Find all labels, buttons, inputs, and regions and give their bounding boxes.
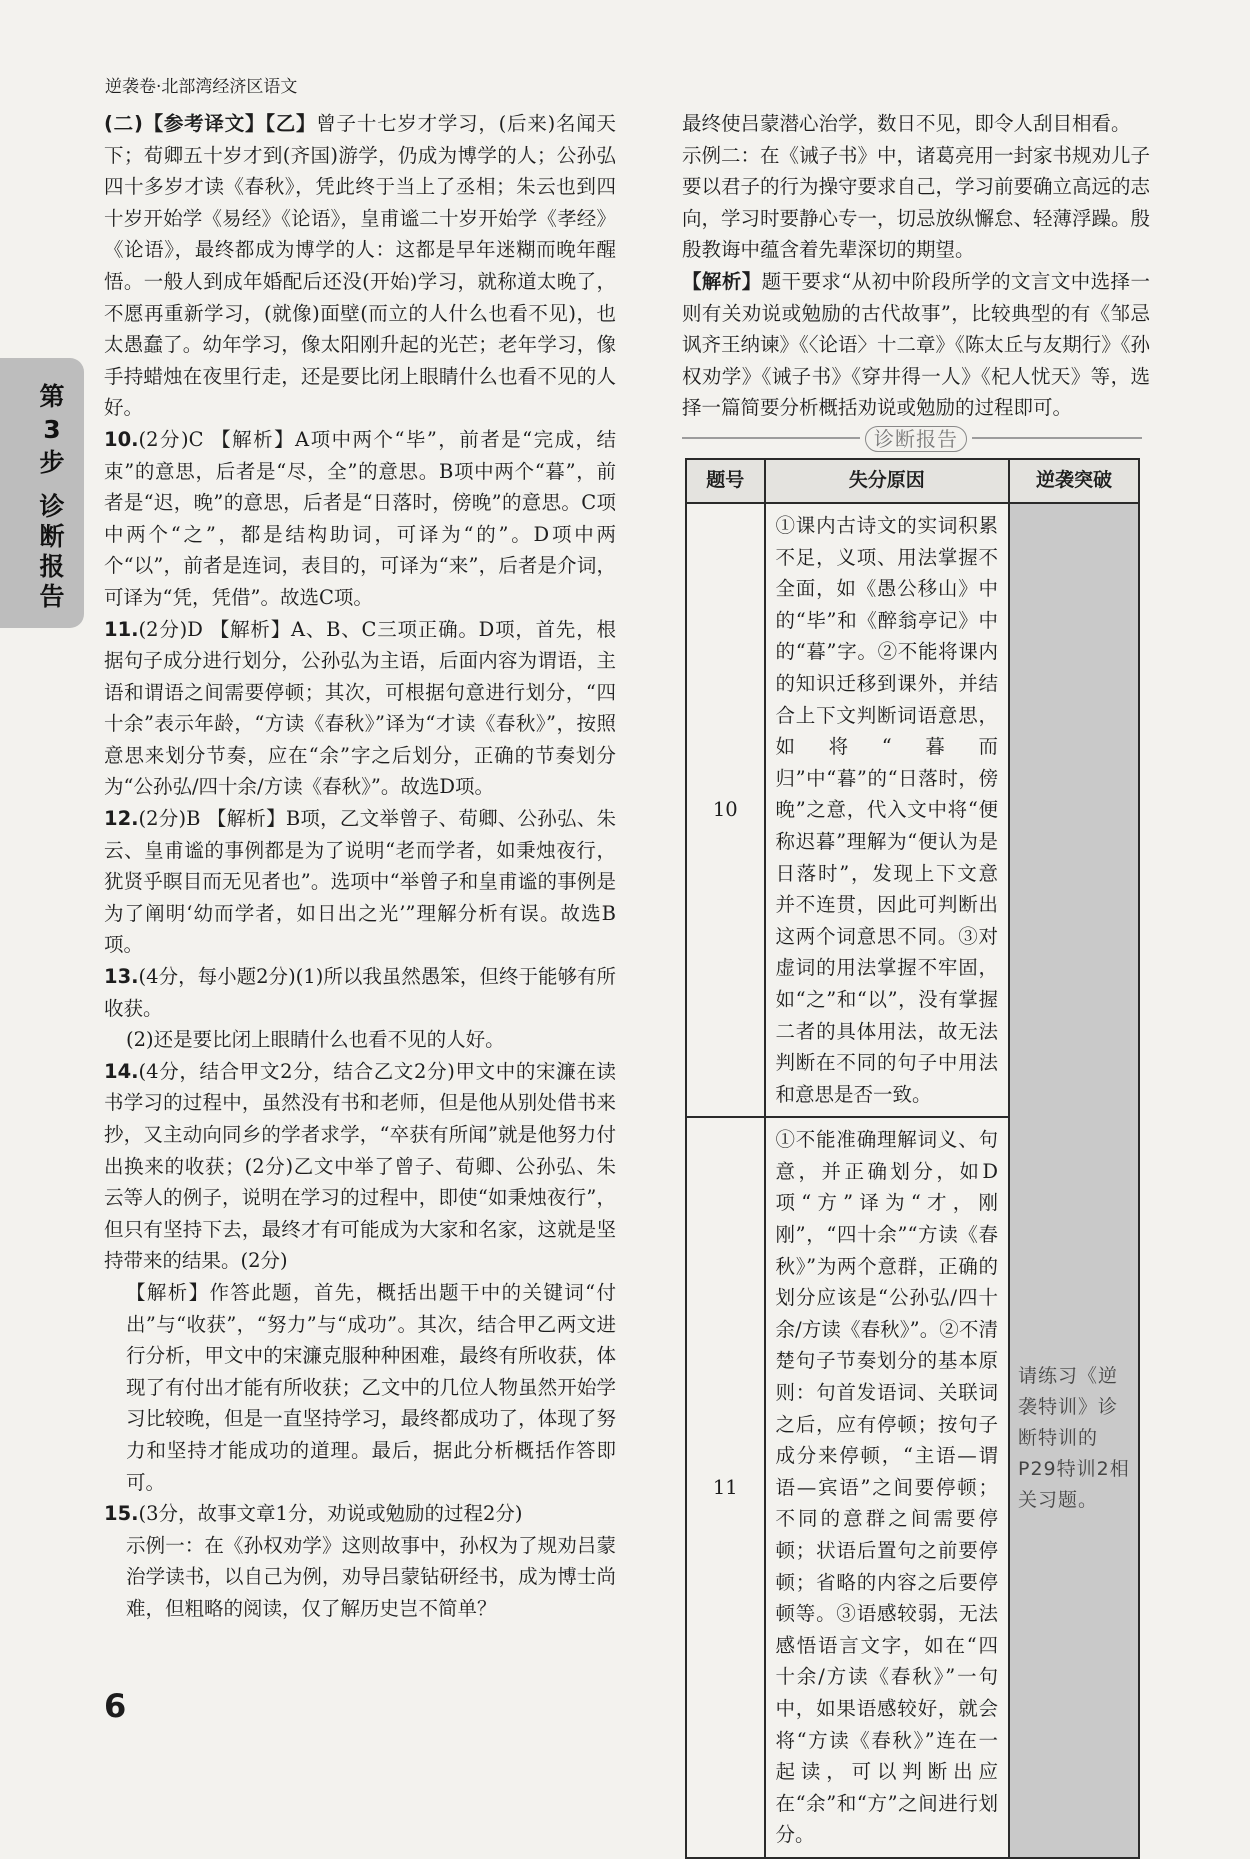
right-column bbox=[682, 108, 1150, 424]
left-column bbox=[104, 108, 616, 1625]
analysis-text: 题干要求“从初中阶段所学的文言文中选择一则有关劝说或勉励的古代故事”，比较典型的有《邹忌讽齐王纳谏》《〈论语〉十二章》《陈太丘与友期行》《孙权劝学》《诫子书》《穿井得一人》《杞人忧天》等，选择一篇简要分析概括劝说或勉励的过程即可。 bbox=[682, 269, 1151, 420]
diagnosis-table bbox=[685, 458, 1140, 1859]
loss-reason: ①不能准确理解词义、句意，并正确划分，如D项“方”译为“才，刚刚”，“四十余”“方读《春秋》”为两个意群，正确的划分应该是“公孙弘/四十余/方读《春秋》”。②不清楚句子节奏划分的基本原则：句首发语词、关联词之后，应有停顿；按句子成分来停顿，“主语—谓语—宾语”之间要停顿；不同的意群之间需要停顿；状语后置句之前要停顿；省略的内容之后要停顿等。③语感较弱，无法感悟语言文字，如在“四十余/方读《春秋》”一句中，如果语感较好，就会将“方读《春秋》”连在一起读，可以判断出应在“余”和“方”之间进行划分。 bbox=[765, 1117, 1010, 1858]
diagnosis-report-heading bbox=[682, 423, 1142, 453]
answer-10 bbox=[104, 424, 616, 614]
breakthrough-text: 请练习《逆袭特训》诊断特训的P29特训2相关习题。 bbox=[1018, 1364, 1130, 1511]
running-header: 逆袭卷·北部湾经济区语文 bbox=[105, 77, 298, 97]
answer-13-sub: (2)还是要比闭上眼睛什么也看不见的人好。 bbox=[126, 1028, 505, 1052]
answer-number: 10. bbox=[104, 427, 139, 451]
answer-number: 15. bbox=[104, 1502, 139, 1526]
header-reason: 失分原因 bbox=[765, 459, 1010, 503]
loss-reason: ①课内古诗文的实词积累不足，义项、用法掌握不全面，如《愚公移山》中的“毕”和《醉翁亭记》中的“暮”字。②不能将课内的知识迁移到课外，并结合上下文判断词语意思，如将“暮而归”中“暮”的“日落时，傍晚”之意，代入文中将“便称迟暮”理解为“便认为是日落时”，发现上下文意并不连贯，因此可判断出这两个词意思不同。③对虚词的用法掌握不牢固，如“之”和“以”，没有掌握二者的具体用法，故无法判断在不同的句子中用法和意思是否一致。 bbox=[765, 503, 1010, 1117]
question-number: 10 bbox=[686, 503, 765, 1117]
side-step-label: 第3步 bbox=[39, 382, 65, 477]
example1-continued: 最终使吕蒙潜心治学，数日不见，即令人刮目相看。 bbox=[682, 112, 1131, 135]
answer-number: 14. bbox=[104, 1059, 139, 1083]
answer-text: (4分，每小题2分)(1)所以我虽然愚笨，但终于能够有所收获。 bbox=[104, 965, 616, 1020]
answer-14-analysis: 【解析】作答此题，首先，概括出题干中的关键词“付出”与“收获”，“努力”与“成功”。其次，结合甲乙两文进行分析，甲文中的宋濂克服种种困难，最终有所收获，体现了有付出才能有所收获；乙文中的几位人物虽然开始学习比较晚，但是一直坚持学习，最终都成功了，体现了努力和坚持才能成功的道理。最后，据此分析概括作答即可。 bbox=[126, 1280, 616, 1494]
answer-number: 11. bbox=[104, 617, 139, 641]
page-number: 6 bbox=[104, 1687, 127, 1725]
report-title: 诊断报告 bbox=[865, 426, 967, 452]
side-section-title: 诊断报告 bbox=[39, 492, 65, 611]
answer-number: 13. bbox=[104, 965, 139, 989]
header-question: 题号 bbox=[686, 459, 765, 503]
answer-text: (4分，结合甲文2分，结合乙文2分)甲文中的宋濂在读书学习的过程中，虽然没有书和老师，但是他从别处借书来抄，又主动向同乡的学者求学，“卒获有所闻”就是他努力付出换来的收获；(2分)乙文中举了曾子、荀卿、公孙弘、朱云等人的例子，说明在学习的过程中，即使“如秉烛夜行”，但只有坚持下去，最终才有可能成为大家和名家，这就是坚持带来的结果。(2分) bbox=[104, 1059, 616, 1273]
translation-paragraph bbox=[104, 108, 616, 424]
answer-text: (2分)B 【解析】B项，乙文举曾子、荀卿、公孙弘、朱云、皇甫谧的事例都是为了说明“老而学者，如秉烛夜行，犹贤乎瞑目而无见者也”。选项中“举曾子和皇甫谧的事例是为了阐明‘幼而学者，如日出之光’”理解分析有误。故选B项。 bbox=[104, 807, 616, 957]
answer-13 bbox=[104, 961, 616, 1024]
answer-12 bbox=[104, 803, 616, 961]
translation-text: 曾子十七岁才学习，(后来)名闻天下；荀卿五十岁才到(齐国)游学，仍成为博学的人；公孙弘四十多岁才读《春秋》，凭此终于当上了丞相；朱云也到四十岁开始学《易经》《论语》，皇甫谧二十岁开始学《孝经》《论语》，最终都成为博学的人：这都是早年迷糊而晚年醒悟。一般人到成年婚配后还没(开始)学习，就称道太晚了，不愿再重新学习，(就像)面壁(而立的人什么也看不见)，也太愚蠢了。幼年学习，像太阳刚升起的光芒；老年学习，像手持蜡烛在夜里行走，还是要比闭上眼睛什么也看不见的人好。 bbox=[104, 112, 616, 420]
breakthrough-cell bbox=[1009, 503, 1139, 1858]
answer-text: (3分，故事文章1分，劝说或勉励的过程2分) bbox=[138, 1502, 523, 1526]
answer-text: (2分)C 【解析】A项中两个“毕”，前者是“完成，结束”的意思，后者是“尽，全”的意思。B项中两个“暮”，前者是“迟，晚”的意思，后者是“日落时，傍晚”的意思。C项中两个“之”，都是结构助词，可译为“的”。D项中两个“以”，前者是连词，表目的，可译为“来”，后者是介词，可译为“凭，凭借”。故选C项。 bbox=[104, 427, 616, 609]
answer-number: 12. bbox=[104, 807, 139, 831]
header-breakthrough: 逆袭突破 bbox=[1009, 459, 1139, 503]
analysis-label: 【解析】 bbox=[682, 269, 762, 293]
question-number: 11 bbox=[686, 1117, 765, 1858]
answer-14 bbox=[104, 1056, 616, 1277]
example2: 示例二：在《诫子书》中，诸葛亮用一封家书规劝儿子要以君子的行为操守要求自己，学习前要确立高远的志向，学习时要静心专一，切忌放纵懈怠、轻薄浮躁。殷殷教诲中蕴含着先辈深切的期望。 bbox=[682, 143, 1151, 262]
answer-text: (2分)D 【解析】A、B、C三项正确。D项，首先，根据句子成分进行划分，公孙弘为主语，后面内容为谓语，主语和谓语之间需要停顿；其次，可根据句意进行划分，“四十余”表示年龄，“方读《春秋》”译为“才读《春秋》”，按照意思来划分节奏，应在“余”字之后划分，正确的节奏划分为“公孙弘/四十余/方读《春秋》”。故选D项。 bbox=[104, 617, 616, 799]
table-header-row bbox=[686, 459, 1139, 503]
translation-label: (二)【参考译文】【乙】 bbox=[104, 112, 317, 135]
answer-11 bbox=[104, 614, 616, 804]
answer-15 bbox=[104, 1498, 616, 1530]
answer-15-example1: 示例一：在《孙权劝学》这则故事中，孙权为了规劝吕蒙治学读书，以自己为例，劝导吕蒙钻研经书，成为博士尚难，但粗略的阅读，仅了解历史岂不简单？ bbox=[126, 1533, 616, 1620]
answer-15-analysis bbox=[682, 266, 1150, 424]
table-row bbox=[686, 503, 1139, 1117]
